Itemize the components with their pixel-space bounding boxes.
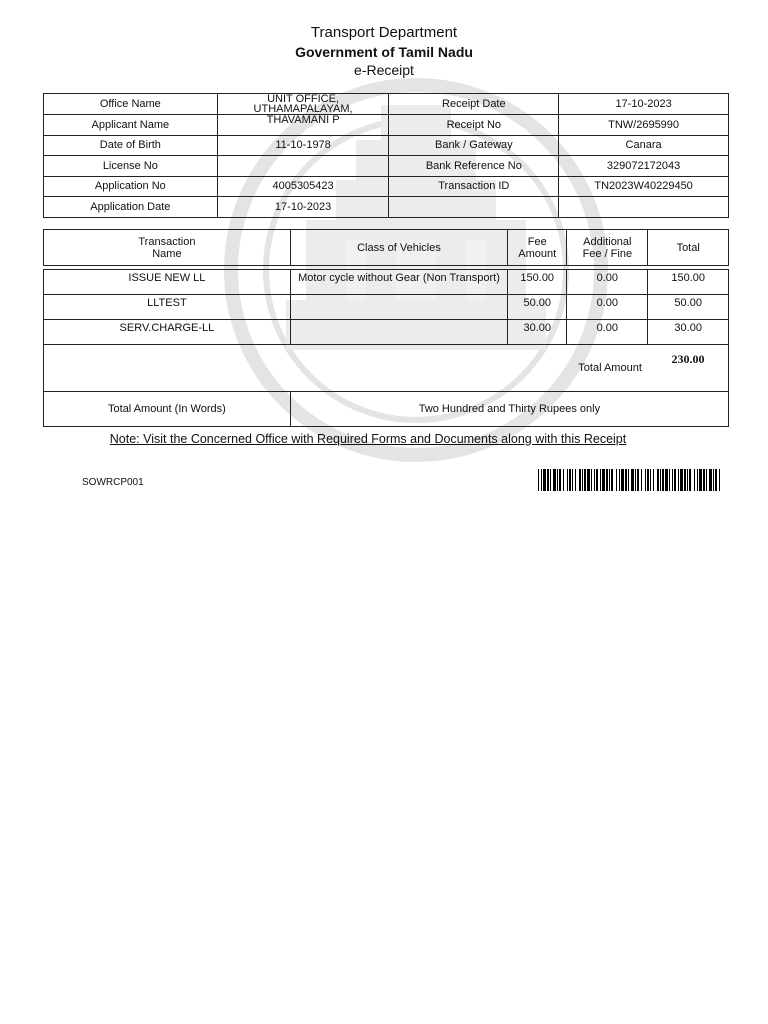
receipt-date-value: 17-10-2023: [559, 94, 729, 115]
applicant-info-table: [43, 93, 729, 218]
table-row: [44, 270, 729, 295]
receipt-no-value: TNW/2695990: [559, 115, 729, 136]
app-date-value: 17-10-2023: [217, 197, 389, 218]
applicant-name-label: Applicant Name: [44, 115, 218, 136]
table-row: [44, 320, 729, 345]
additional-fee: 0.00: [567, 295, 648, 320]
fee-amount: 150.00: [508, 270, 567, 295]
table-row: [44, 176, 729, 197]
vehicle-class: Motor cycle without Gear (Non Transport): [290, 270, 507, 295]
additional-fee: 0.00: [567, 270, 648, 295]
col-total: Total: [648, 230, 729, 266]
amount-words-label: Total Amount (In Words): [44, 392, 291, 427]
government-title: Government of Tamil Nadu: [295, 44, 473, 60]
col-additional-fee: Additional Fee / Fine: [567, 230, 648, 266]
receipt-no-label: Receipt No: [389, 115, 559, 136]
col-class-of-vehicles: Class of Vehicles: [290, 230, 507, 266]
app-date-label: Application Date: [44, 197, 218, 218]
barcode-icon: [538, 469, 720, 491]
total-row: [44, 345, 729, 392]
amount-words-value: Two Hundred and Thirty Rupees only: [290, 392, 728, 427]
table-row: [44, 135, 729, 156]
row-total: 30.00: [648, 320, 729, 345]
total-amount-label: Total Amount: [44, 345, 648, 392]
col-fee-amount: Fee Amount: [508, 230, 567, 266]
table-row: [44, 156, 729, 177]
amount-in-words-row: [44, 392, 729, 427]
additional-fee: 0.00: [567, 320, 648, 345]
bank-label: Bank / Gateway: [389, 135, 559, 156]
col-transaction-name: Transaction Name: [44, 230, 291, 266]
fee-amount: 30.00: [508, 320, 567, 345]
office-note: Note: Visit the Concerned Office with Required Forms and Documents along with this Receipt: [109, 432, 627, 446]
receipt-date-label: Receipt Date: [389, 94, 559, 115]
department-title: Transport Department: [310, 24, 458, 41]
vehicle-class: [290, 295, 507, 320]
txn-name: LLTEST: [44, 295, 291, 320]
office-name-value: UNIT OFFICE, UTHAMAPALAYAM,: [217, 94, 389, 115]
vehicle-class: [290, 320, 507, 345]
office-name-label: Office Name: [44, 94, 218, 115]
dob-label: Date of Birth: [44, 135, 218, 156]
receipt-type: e-Receipt: [354, 62, 414, 78]
table-row: [44, 115, 729, 136]
empty-cell: [389, 197, 559, 218]
table-row: [44, 94, 729, 115]
txn-name: ISSUE NEW LL: [44, 270, 291, 295]
license-label: License No: [44, 156, 218, 177]
txn-id-label: Transaction ID: [389, 176, 559, 197]
fee-table: [43, 229, 729, 427]
bank-ref-value: 329072172043: [559, 156, 729, 177]
fee-table-header: [44, 230, 729, 266]
row-total: 50.00: [648, 295, 729, 320]
row-total: 150.00: [648, 270, 729, 295]
table-row: [44, 197, 729, 218]
bank-ref-label: Bank Reference No: [389, 156, 559, 177]
bank-value: Canara: [559, 135, 729, 156]
txn-id-value: TN2023W40229450: [559, 176, 729, 197]
txn-name: SERV.CHARGE-LL: [44, 320, 291, 345]
fee-amount: 50.00: [508, 295, 567, 320]
form-code: SOWRCP001: [82, 477, 144, 488]
dob-value: 11-10-1978: [217, 135, 389, 156]
table-row: [44, 295, 729, 320]
app-no-value: 4005305423: [217, 176, 389, 197]
total-amount-value: 230.00: [648, 345, 729, 392]
empty-cell: [559, 197, 729, 218]
applicant-name-value: THAVAMANI P: [217, 115, 389, 136]
license-value: [217, 156, 389, 177]
app-no-label: Application No: [44, 176, 218, 197]
